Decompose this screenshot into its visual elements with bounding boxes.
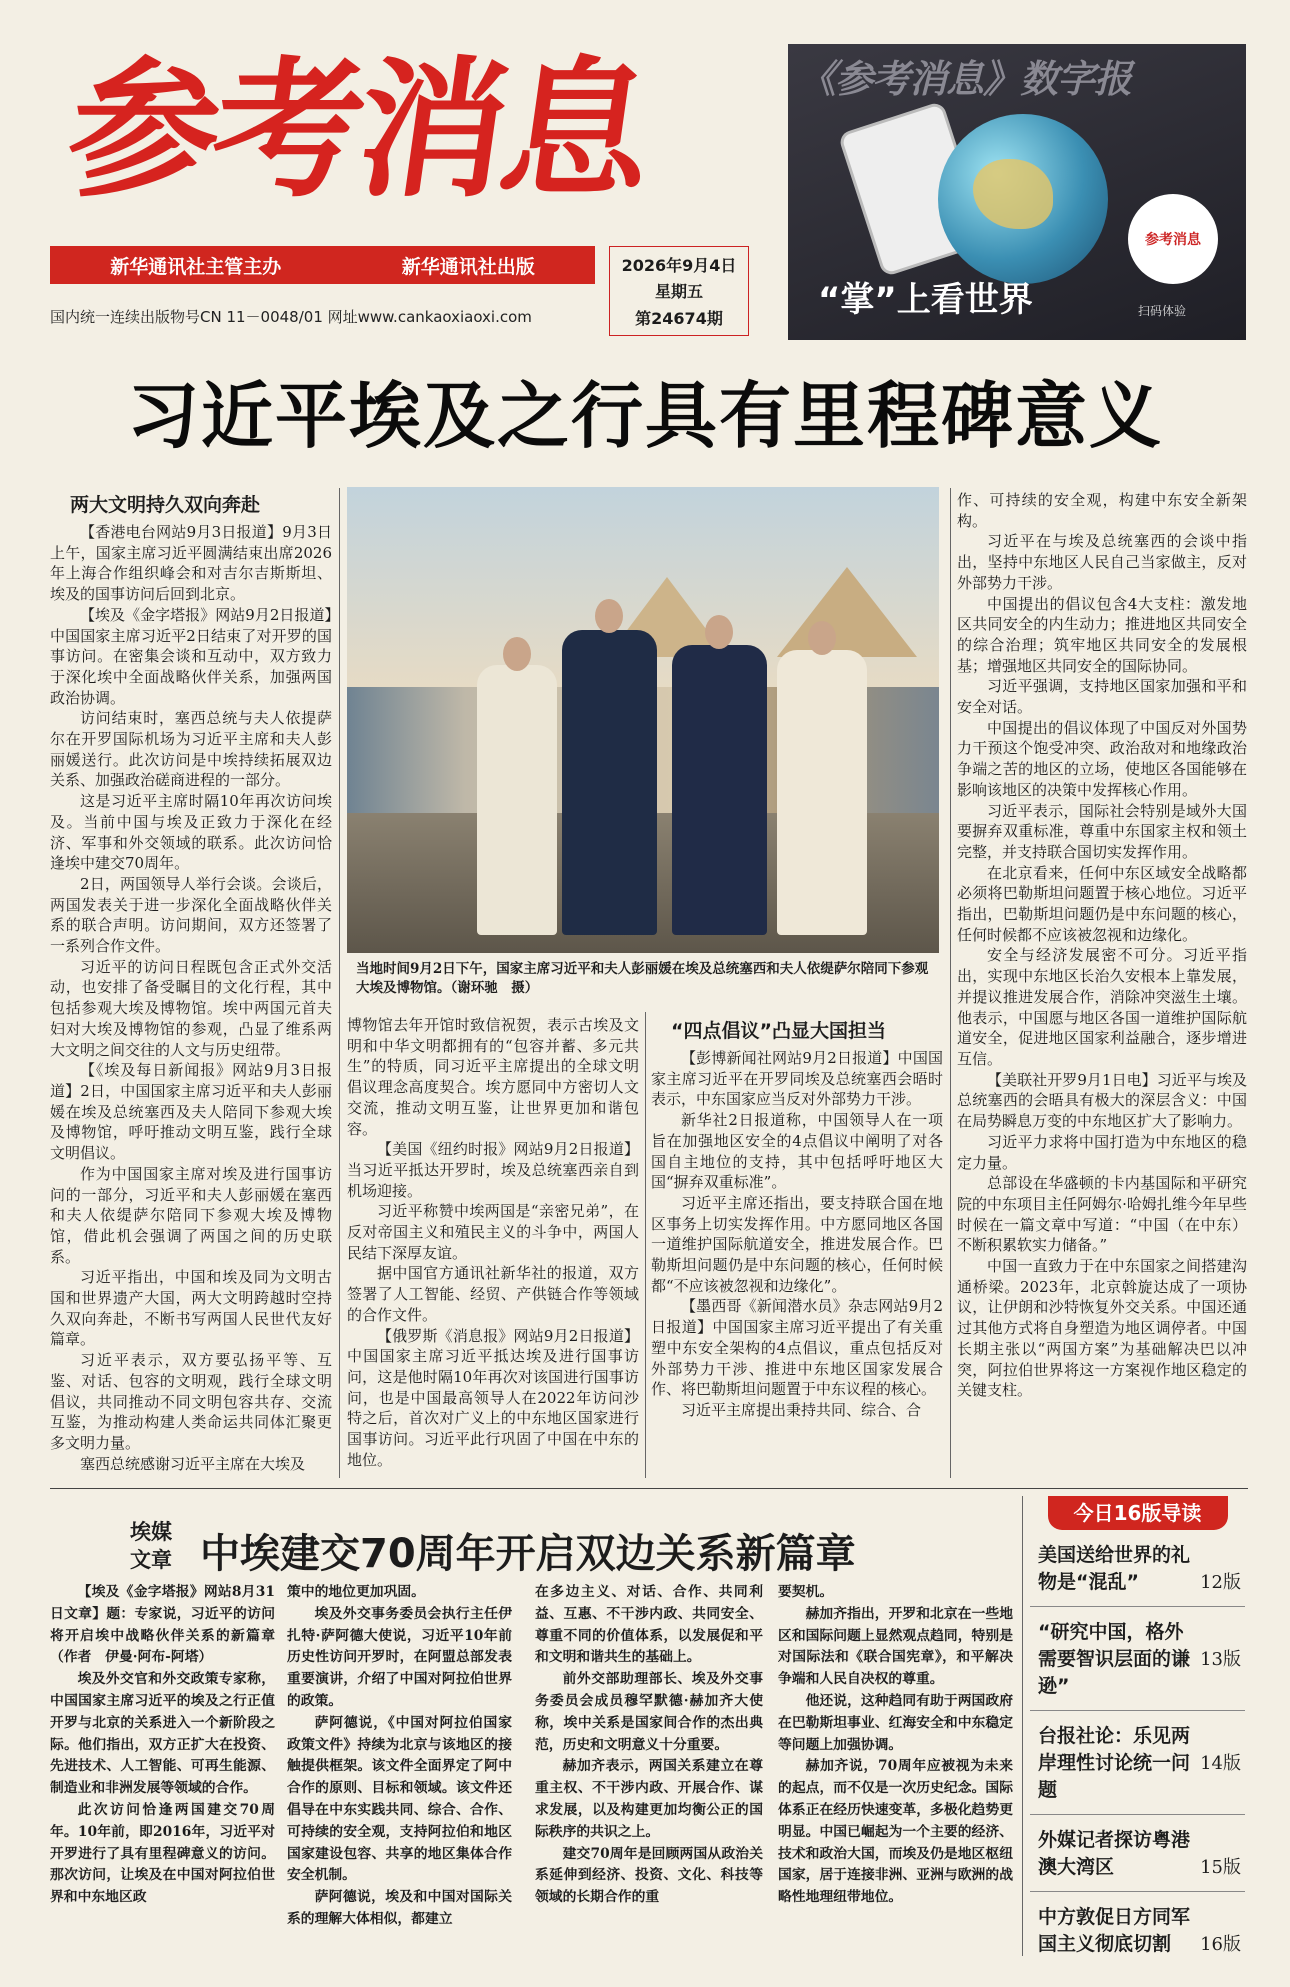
column-divider: [1022, 1496, 1023, 1956]
todays-guide: [1030, 1496, 1245, 1955]
paragraph: 【美联社开罗9月1日电】习近平与埃及总统塞西的会晤具有极大的深层含义：中国在局势瞬息万变的中东地区扩大了影响力。: [957, 1070, 1247, 1131]
guide-page: 14版: [1200, 1753, 1241, 1774]
article1-subhead-2: “四点倡议”凸显大国担当: [671, 1020, 886, 1042]
guide-title: 中方敦促日方同军国主义彻底切割: [1038, 1906, 1191, 1955]
article2-kicker: 埃媒文章: [130, 1520, 172, 1572]
article1-subhead: 两大文明持久双向奔赴: [70, 494, 261, 516]
paragraph: 【香港电台网站9月3日报道】9月3日上午，国家主席习近平圆满结束出席2026年上海合作组织峰会和对吉尔吉斯斯坦、埃及的国事访问后回到北京。: [50, 523, 332, 604]
photo-caption: 当地时间9月2日下午，国家主席习近平和夫人彭丽媛在埃及总统塞西和夫人依缇萨尔陪同下参观大埃及博物馆。（谢环驰 摄）: [356, 961, 929, 996]
person-figure: [562, 630, 657, 935]
paragraph: 【《埃及每日新闻报》网站9月3日报道】2日，中国国家主席习近平和夫人彭丽媛在埃及总统塞西及夫人陪同下参观大埃及博物馆，呼吁推动文明互鉴，践行全球文明倡议。: [50, 1061, 332, 1163]
news-photo: [347, 487, 939, 953]
guide-page: 15版: [1200, 1857, 1241, 1878]
guide-title: 美国送给世界的礼物是“混乱”: [1038, 1544, 1191, 1593]
guide-item[interactable]: [1030, 1711, 1245, 1815]
paragraph: 要契机。: [778, 1584, 834, 1600]
issue-date: 2026年9月4日: [621, 255, 737, 275]
paragraph: 在多边主义、对话、合作、共同利益、互惠、不干涉内政、共同安全、尊重不同的价值体系，以发展促和平和文明和谐共生的基础上。: [535, 1584, 763, 1666]
paragraph: 这是习近平主席时隔10年再次访问埃及。当前中国与埃及正致力于深化在经济、军事和外交领域的联系。此次访问恰逢埃中建交70周年。: [50, 792, 332, 873]
paragraph: 安全与经济发展密不可分。习近平指出，实现中东地区长治久安根本上靠发展，并提议推进发展合作，消除冲突滋生土壤。他表示，中国愿与地区各国一道维护国际航道安全，促进地区国家利益融合，逐步增进互信。: [957, 946, 1247, 1068]
article1-column-1: [50, 490, 332, 1475]
publisher-bar: [50, 246, 595, 284]
paragraph: 习近平的访问日程既包含正式外交活动，也安排了备受瞩目的文化行程，其中包括参观大埃及博物馆。埃中两国元首夫妇对大埃及博物馆的参观，凸显了维系两大文明之间交往的人文与历史纽带。: [50, 957, 332, 1059]
paragraph: 埃及外交官和外交政策专家称，中国国家主席习近平的埃及之行正值开罗与北京的关系进入一个新阶段之际。他们指出，双方正扩大在投资、先进技术、人工智能、可再生能源、制造业和非洲发展等领域的合作。: [50, 1671, 275, 1797]
paragraph: 作为中国国家主席对埃及进行国事访问的一部分，习近平和夫人彭丽媛在塞西和夫人依缇萨尔陪同下参观大埃及博物馆，借此机会强调了两国之间的历史联系。: [50, 1164, 332, 1266]
issn-line: 国内统一连续出版物号CN 11－0048/01 网址www.cankaoxiaoxi.com: [50, 308, 532, 326]
paragraph: 他还说，这种趋同有助于两国政府在巴勒斯坦事业、红海安全和中东稳定等问题上加强协调。: [778, 1692, 1013, 1753]
globe-illustration: [938, 114, 1108, 284]
paragraph: 【彭博新闻社网站9月2日报道】中国国家主席习近平在开罗同埃及总统塞西会晤时表示，中东国家应当反对外部势力干涉。: [651, 1049, 943, 1109]
person-head: [503, 637, 531, 671]
article1-column-4: [957, 490, 1247, 1480]
person-figure: [777, 650, 867, 935]
article2-title: 中埃建交70周年开启双边关系新篇章: [200, 1531, 856, 1577]
qr-code[interactable]: [1128, 194, 1218, 284]
paragraph: 博物馆去年开馆时致信祝贺，表示古埃及文明和中华文明都拥有的“包容并蓄、多元共生”的特质，同习近平主席提出的全球文明倡议理念高度契合。埃方愿同中方密切人文交流，推动文明互鉴，让世界更加和谐包容。: [347, 1016, 639, 1138]
paragraph: 中国提出的倡议体现了中国反对外国势力干预这个饱受冲突、政治敌对和地缘政治争端之苦的地区的立场，使地区各国能够在影响该地区的决策中发挥核心作用。: [957, 718, 1247, 799]
guide-page: 16版: [1200, 1934, 1241, 1955]
paragraph: 作、可持续的安全观，构建中东安全新架构。: [957, 491, 1247, 530]
paragraph: 2日，两国领导人举行会谈。会谈后，两国发表关于进一步深化全面战略伙伴关系的联合声明。访问期间，双方还签署了一系列合作文件。: [50, 874, 332, 956]
article2-column-1: [50, 1582, 275, 1962]
publisher-right: 新华通讯社出版: [401, 255, 535, 278]
paragraph: 【埃及《金字塔报》网站9月2日报道】中国国家主席习近平2日结束了对开罗的国事访问。在密集会谈和互动中，双方致力于深化埃中全面战略伙伴关系，加强两国政治协调。: [50, 605, 332, 707]
paragraph: 总部设在华盛顿的卡内基国际和平研究院的中东项目主任阿姆尔·哈姆扎维今年早些时候在一篇文章中写道：“中国（在中东）不断积累软实力储备。”: [957, 1174, 1247, 1255]
guide-item[interactable]: [1030, 1530, 1245, 1607]
column-divider: [339, 488, 340, 1478]
paragraph: 此次访问恰逢两国建交70周年。10年前，即2016年，习近平对开罗进行了具有里程碑意义的访问。那次访问，让埃及在中国对阿拉伯世界和中东地区政: [50, 1801, 275, 1906]
paragraph: 萨阿德说，《中国对阿拉伯国家政策文件》持续为北京与该地区的接触提供框架。该文件全面界定了阿中合作的原则、目标和领域。该文件还倡导在中东实践共同、综合、合作、可持续的安全观，支持阿拉伯和地区国家建设包容、共享的地区集体合作安全机制。: [287, 1714, 512, 1884]
article2-column-3: [535, 1582, 763, 1962]
ad-slogan: “掌”上看世界: [818, 280, 1033, 320]
paragraph: 习近平表示，国际社会特别是域外大国要摒弃双重标准，尊重中东国家主权和领土完整，并支持联合国切实发挥作用。: [957, 801, 1247, 861]
paragraph: 萨阿德说，埃及和中国对国际关系的理解大体相似，都建立: [287, 1889, 512, 1927]
paragraph: 赫加齐表示，两国关系建立在尊重主权、不干涉内政、开展合作、谋求发展，以及构建更加均衡公正的国际秩序的共识之上。: [535, 1758, 763, 1840]
ad-title: 《参考消息》数字报: [798, 57, 1132, 101]
paragraph: 建交70周年是回顾两国从政治关系延伸到经济、投资、文化、科技等领域的长期合作的重: [535, 1845, 763, 1906]
issue-number: 第24674期: [635, 309, 723, 329]
paragraph: 习近平在与埃及总统塞西的会谈中指出，坚持中东地区人民自己当家做主，反对外部势力干涉。: [957, 532, 1247, 592]
date-box: [609, 246, 749, 336]
guide-page: 12版: [1200, 1572, 1241, 1593]
section-divider: [50, 1488, 1248, 1489]
paragraph: 习近平主席提出秉持共同、综合、合: [681, 1400, 922, 1419]
paragraph: 中国提出的倡议包含4大支柱：激发地区共同安全的内生动力；推进地区共同安全的综合治理；筑牢地区共同安全的发展根基；增强地区共同安全的国际协同。: [957, 594, 1247, 675]
person-head: [705, 615, 733, 649]
guide-page: 13版: [1200, 1649, 1241, 1670]
column-divider: [645, 1012, 646, 1478]
digital-edition-ad[interactable]: [788, 44, 1246, 340]
paragraph: 在北京看来，任何中东区域安全战略都必须将巴勒斯坦问题置于核心地位。习近平指出，巴勒斯坦问题仍是中东问题的核心，任何时候都不应该被忽视和边缘化。: [957, 863, 1247, 944]
paragraph: 习近平称赞中埃两国是“亲密兄弟”，在反对帝国主义和殖民主义的斗争中，两国人民结下深厚友谊。: [347, 1202, 639, 1262]
paragraph: 新华社2日报道称，中国领导人在一项旨在加强地区安全的4点倡议中阐明了对各国自主地位的支持，其中包括呼吁地区大国“摒弃双重标准”。: [651, 1111, 943, 1192]
paragraph: 【美国《纽约时报》网站9月2日报道】当习近平抵达开罗时，埃及总统塞西亲自到机场迎接。: [347, 1140, 639, 1200]
paragraph: 习近平主席还指出，要支持联合国在地区事务上切实发挥作用。中方愿同地区各国一道维护国际航道安全，推进发展合作。巴勒斯坦问题仍是中东问题的核心，任何时候都“不应该被忽视和边缘化”。: [651, 1193, 943, 1295]
issue-weekday: 星期五: [654, 282, 703, 302]
article2-column-4: [778, 1582, 1013, 1962]
person-figure: [477, 665, 557, 935]
paragraph: 据中国官方通讯社新华社的报道，双方签署了人工智能、经贸、产供链合作等领域的合作文件。: [347, 1264, 639, 1324]
paragraph: 习近平指出，中国和埃及同为文明古国和世界遗产大国，两大文明跨越时空持久双向奔赴，不断书写两国人民世代友好篇章。: [50, 1268, 332, 1349]
main-headline: 习近平埃及之行具有里程碑意义: [126, 374, 1163, 458]
pyramid-shape: [777, 567, 917, 657]
paragraph: 【俄罗斯《消息报》网站9月2日报道】中国国家主席习近平抵达埃及进行国事访问，这是他时隔10年再次对该国进行国事访问，也是中国最高领导人在2022年访问沙特之后，首次对广义上的中东地区国家进行国事访问。习近平此行巩固了中国在中东的地位。: [347, 1326, 639, 1469]
publisher-left: 新华通讯社主管主办: [110, 255, 282, 278]
paragraph: 习近平表示，双方要弘扬平等、互鉴、对话、包容的文明观，践行全球文明倡议，共同推动不同文明包容共存、交流互鉴，为推动构建人类命运共同体汇聚更多文明力量。: [50, 1351, 332, 1452]
paragraph: 中国一直致力于在中东国家之间搭建沟通桥梁。2023年，北京斡旋达成了一项协议，让伊朗和沙特恢复外交关系。中国还通过其他方式将自身塑造为地区调停者。中国长期主张以“两国方案”为基础解决巴以冲突，阿拉伯世界将这一方案视作地区稳定的关键支柱。: [957, 1257, 1247, 1400]
paragraph: 埃及外交事务委员会执行主任伊扎特·萨阿德大使说，习近平10年前历史性访问开罗时，在阿盟总部发表重要演讲，介绍了中国对阿拉伯世界的政策。: [287, 1605, 512, 1709]
person-head: [595, 599, 623, 633]
paragraph: 赫加齐说，70周年应被视为未来的起点，而不仅是一次历史纪念。国际体系正在经历快速变革，多极化趋势更明显。中国已崛起为一个主要的经济、技术和政治大国，而埃及仍是地区枢纽国家，居于连接非洲、亚洲与欧洲的战略性地理纽带地位。: [778, 1758, 1013, 1906]
scan-hint: 扫码体验: [1138, 304, 1187, 318]
paragraph: 习近平力求将中国打造为中东地区的稳定力量。: [957, 1132, 1247, 1172]
guide-item[interactable]: [1030, 1815, 1245, 1892]
guide-title: 台报社论：乐见两岸理性讨论统一问题: [1038, 1725, 1191, 1801]
paragraph: 赫加齐指出，开罗和北京在一些地区和国际问题上显然观点趋同，特别是对国际法和《联合国宪章》，和平解决争端和人民自决权的尊重。: [778, 1605, 1013, 1688]
guide-header: 今日16版导读: [1048, 1496, 1228, 1530]
person-figure: [672, 645, 767, 935]
masthead-logo: 参考消息: [57, 42, 659, 218]
paragraph: 策中的地位更加巩固。: [287, 1584, 425, 1600]
person-head: [808, 621, 836, 655]
paragraph: 【墨西哥《新闻潜水员》杂志网站9月2日报道】中国国家主席习近平提出了有关重塑中东安全架构的4点倡议，重点包括反对外部势力干涉、推进中东地区国家发展合作、将巴勒斯坦问题置于中东议程的核心。: [651, 1297, 943, 1399]
guide-item[interactable]: [1030, 1892, 1245, 1968]
column-divider: [950, 488, 951, 1478]
paragraph: 【埃及《金字塔报》网站8月31日文章】题：专家说，习近平的访问将开启埃中战略伙伴关系的新篇章（作者 伊曼·阿布-阿塔）: [50, 1584, 275, 1666]
qr-label: 参考消息: [1145, 232, 1201, 248]
paragraph: 访问结束时，塞西总统与夫人依提萨尔在开罗国际机场为习近平主席和夫人彭丽媛送行。此次访问是中埃持续拓展双边关系、加强政治磋商进程的一部分。: [50, 709, 332, 790]
article2-column-2: [287, 1582, 512, 1962]
paragraph: 前外交部助理部长、埃及外交事务委员会成员穆罕默德·赫加齐大使称，埃中关系是国家间合作的杰出典范，历史和文明意义十分重要。: [535, 1671, 763, 1753]
guide-item[interactable]: [1030, 1607, 1245, 1711]
paragraph: 习近平强调，支持地区国家加强和平和安全对话。: [957, 677, 1247, 717]
guide-title: 外媒记者探访粤港澳大湾区: [1038, 1829, 1191, 1878]
article1-column-3: [651, 1016, 943, 1480]
article1-column-2: [347, 1015, 639, 1480]
paragraph: 塞西总统感谢习近平主席在大埃及: [80, 1454, 306, 1473]
guide-title: “研究中国，格外需要智识层面的谦逊”: [1038, 1621, 1191, 1697]
